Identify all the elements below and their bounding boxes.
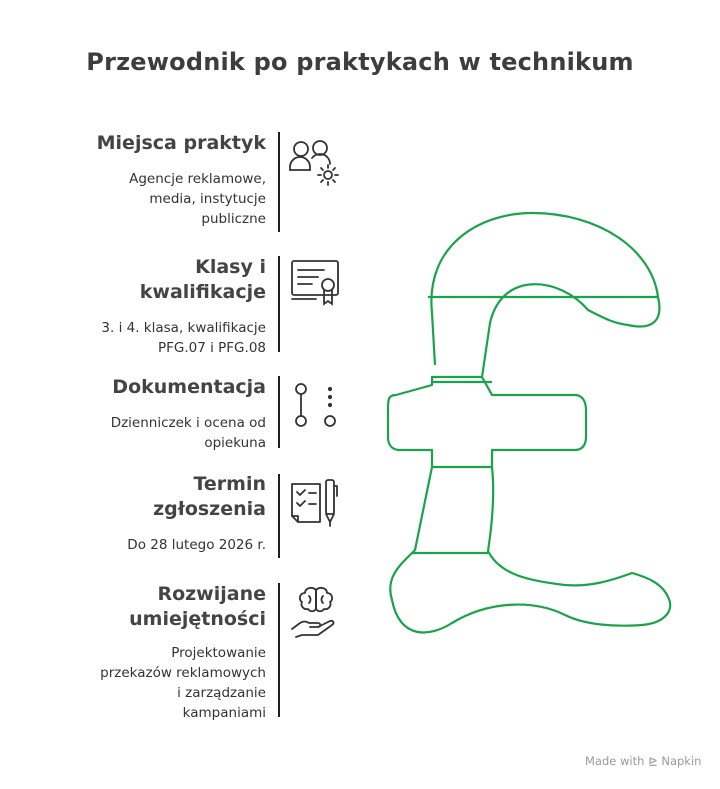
item-desc-line: i zarządzanie bbox=[177, 685, 266, 701]
item-title-line: Klasy i bbox=[195, 256, 266, 278]
item-dokumentacja bbox=[40, 375, 266, 453]
divider-line bbox=[278, 376, 280, 448]
napkin-logo-icon: ⊵ bbox=[648, 754, 658, 768]
pound-sign-graphic bbox=[380, 205, 680, 645]
item-title-line: umiejętności bbox=[129, 608, 266, 630]
divider-line bbox=[278, 583, 280, 717]
timeline-nodes-icon bbox=[288, 378, 346, 436]
made-with-badge[interactable] bbox=[585, 754, 701, 768]
item-desc-line: opiekuna bbox=[204, 435, 266, 451]
item-title-line: zgłoszenia bbox=[153, 498, 266, 520]
item-desc-line: Dzienniczek i ocena od bbox=[110, 415, 266, 431]
certificate-icon bbox=[288, 257, 346, 315]
item-desc-line: Agencje reklamowe, bbox=[129, 171, 266, 187]
item-klasy-kwalifikacje bbox=[40, 255, 266, 358]
item-title-line: Termin bbox=[193, 473, 266, 495]
item-rozwijane-umiejetnosci bbox=[40, 582, 266, 723]
page-title: Przewodnik po praktykach w technikum bbox=[86, 48, 634, 76]
divider-line bbox=[278, 474, 280, 558]
made-with-text: Made with bbox=[585, 754, 645, 768]
item-desc-line: przekazów reklamowych bbox=[100, 665, 266, 681]
item-desc-line: PFG.07 i PFG.08 bbox=[157, 340, 266, 356]
item-title: Dokumentacja bbox=[112, 376, 266, 398]
item-desc-line: publiczne bbox=[201, 211, 266, 227]
item-desc-line: Do 28 lutego 2026 r. bbox=[127, 537, 266, 553]
item-title-line: kwalifikacje bbox=[139, 281, 266, 303]
item-miejsca-praktyk bbox=[40, 131, 266, 229]
divider-line bbox=[278, 256, 280, 352]
item-title: Miejsca praktyk bbox=[96, 132, 266, 154]
item-termin-zgloszenia bbox=[40, 472, 266, 555]
item-desc-line: Projektowanie bbox=[171, 645, 266, 661]
checklist-pen-icon bbox=[288, 474, 346, 532]
item-desc-line: media, instytucje bbox=[149, 191, 266, 207]
brain-hand-icon bbox=[288, 583, 346, 641]
item-desc-line: kampaniami bbox=[182, 705, 266, 721]
people-gear-icon bbox=[288, 134, 346, 192]
pound-outline bbox=[388, 213, 670, 632]
item-title-line: Rozwijane bbox=[157, 583, 266, 605]
divider-line bbox=[278, 132, 280, 232]
brand-name: Napkin bbox=[661, 754, 702, 768]
item-desc-line: 3. i 4. klasa, kwalifikacje bbox=[101, 320, 266, 336]
